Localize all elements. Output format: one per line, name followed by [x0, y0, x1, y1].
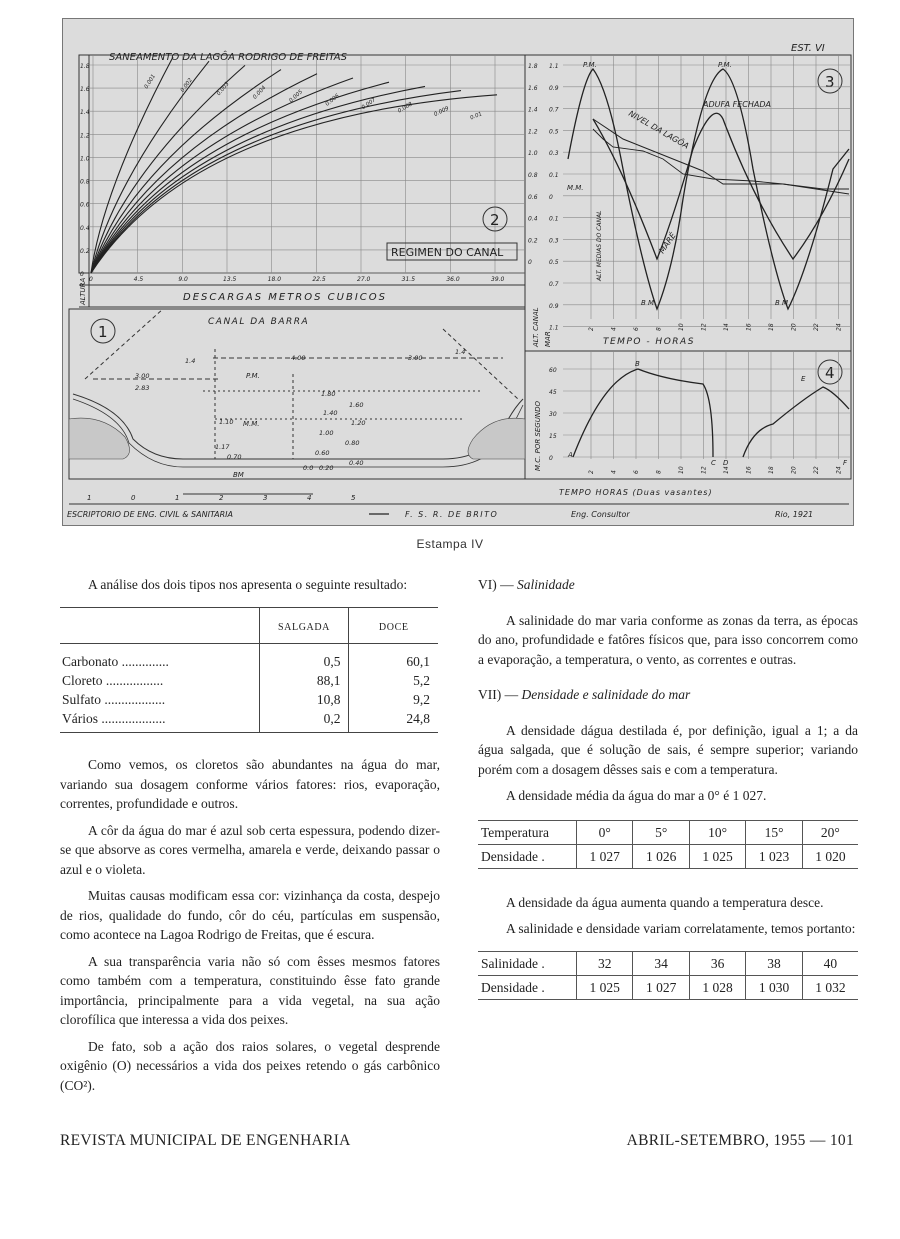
panel4-xtick: 2 — [588, 470, 595, 474]
panel4-xtick: 22 — [813, 466, 820, 474]
slope-label: 0.002 — [179, 77, 194, 94]
slope-label: 0.003 — [215, 81, 231, 98]
heading-title: Densidade e salinidade do mar — [521, 687, 691, 702]
plate-office: ESCRIPTORIO DE ENG. CIVIL & SANITARIA — [67, 510, 233, 519]
panel4-xtick: 18 — [768, 466, 775, 474]
table-cell: 1 027 — [577, 844, 633, 868]
panel3-xtick: 14 — [723, 323, 730, 331]
panel3-ytick-a: 1.8 — [528, 63, 538, 70]
panel4-xtick: 16 — [745, 466, 753, 474]
tide-curve-mare — [593, 113, 849, 259]
panel2-xtick: 0 — [89, 276, 93, 283]
canal-dimension: 1.40 — [323, 409, 338, 417]
composition-cell: 24,8 — [349, 709, 438, 733]
canal-dimension: 1.17 — [215, 443, 230, 451]
composition-cell: 9,2 — [349, 690, 438, 709]
panel4-xaxis-label: TEMPO HORAS (Duas vasantes) — [559, 488, 713, 497]
regime-curve — [91, 82, 389, 273]
panel1-mm: M.M. — [243, 420, 260, 428]
composition-table — [60, 607, 438, 734]
panel3-mare-label: MARÉ — [657, 231, 678, 256]
panel2-ytick: 0.2 — [80, 247, 90, 255]
canal-dimension: 0.0 — [303, 464, 314, 472]
table-row-label: Temperatura — [478, 820, 577, 844]
panel3-xtick: 24 — [835, 323, 843, 331]
canal-dimension: 1.4 — [185, 357, 196, 365]
panel4-xtick: 12 — [700, 466, 708, 474]
journal-name: REVISTA MUNICIPAL DE ENGENHARIA — [60, 1132, 351, 1149]
panel3-xtick: 4 — [610, 327, 618, 331]
body-paragraph: Como vemos, os cloretos são abundantes na água do mar, variando sua dosagem conforme vários fatores: rios, evaporação, correntes, profundidade e outros. — [60, 757, 440, 811]
canal-dimension: 0.60 — [315, 449, 330, 457]
canal-dimension: 4.00 — [291, 354, 306, 362]
panel3-xtick: 2 — [588, 327, 595, 331]
panel4-ytick: 45 — [549, 389, 557, 396]
scale-tick: 3 — [263, 494, 268, 502]
panel3-ytick-a: 0.8 — [528, 172, 538, 179]
panel3-ytick-a: 1.6 — [528, 84, 538, 92]
panel4-xtick: 20 — [790, 466, 798, 474]
panel1-number: 1 — [98, 323, 108, 341]
panel2-ytick: 1.6 — [80, 86, 90, 94]
composition-cell: 60,1 — [349, 644, 438, 672]
panel3-ytick-a: 1.0 — [528, 150, 538, 158]
plate-place: Rio, 1921 — [775, 510, 814, 519]
panel2-xtick: 18.0 — [267, 276, 282, 283]
regime-curve — [91, 61, 209, 273]
panel3-ytick-a: 0 — [528, 259, 532, 267]
panel2-ytick: 0.6 — [80, 201, 90, 209]
slope-label: 0.008 — [397, 101, 414, 115]
panel4-letter: C — [711, 459, 716, 467]
table-cell: 34 — [633, 951, 689, 975]
panel4-ytick: 15 — [549, 433, 557, 440]
canal-dimension: 2.83 — [135, 384, 150, 392]
table-cell: 1 025 — [577, 975, 633, 999]
panel4-letter: B — [635, 360, 640, 368]
panel3-ytick-b: 0.5 — [549, 128, 559, 136]
body-paragraph: Muitas causas modificam essa cor: vizinhança da costa, despejo de rios, qualidade do fundo, côr do céu, partículas em suspensão, como acontece na Lagoa Rodrigo de Freitas, que é escura. — [60, 888, 440, 942]
table-cell: 40 — [802, 951, 858, 975]
heading-title: Salinidade — [517, 577, 575, 592]
panel4-letter: E — [801, 375, 806, 383]
panel2-xtick: 9.0 — [178, 276, 188, 283]
discharge-curve-2 — [743, 387, 849, 457]
table-cell: 1 030 — [746, 975, 802, 999]
composition-cell: 88,1 — [259, 671, 349, 690]
panel2-ytick: 0 — [80, 271, 84, 278]
heading-number: VI) — — [478, 577, 514, 592]
canal-dimension: 3.00 — [135, 372, 150, 380]
panel2-ytick: 1.0 — [80, 155, 90, 163]
table-cell: 5° — [633, 820, 689, 844]
canal-dimension: 1.60 — [349, 401, 364, 409]
panel3-pm-label: P.M. — [583, 61, 597, 69]
panel3-ytick-b: 0.3 — [549, 237, 559, 245]
panel3-xtick: 12 — [700, 323, 708, 331]
table-cell: 36 — [689, 951, 745, 975]
panel3-nivel-label: NIVEL DA LAGÔA — [627, 108, 691, 151]
body-paragraph: A côr da água do mar é azul sob certa espessura, podendo dizer-se que absorve as cores vermelha, amarela e verde, deixando passar o azul e o violeta. — [60, 822, 440, 877]
panel4-ytick: 60 — [549, 367, 557, 374]
panel3-bm2-label: B M — [775, 299, 789, 307]
panel3-adufa-label: ADUFA FECHADA — [703, 100, 771, 109]
canal-mean-step-line — [593, 129, 849, 189]
body-paragraph: A densidade da água aumenta quando a temperatura desce. — [506, 894, 824, 910]
panel3-ytick-b: 0.9 — [549, 84, 559, 92]
panel3-xtick: 18 — [768, 323, 775, 331]
panel4-letter: D — [723, 459, 729, 467]
plate-title: SANEAMENTO DA LAGÔA RODRIGO DE FREITAS — [109, 52, 347, 63]
left-column — [60, 575, 440, 1102]
right-column — [478, 575, 858, 1024]
body-paragraph: A salinidade do mar varia conforme as zonas da terra, as épocas do ano, profundidade e fatôres físicos que, para isso concorrem como a evaporação, a temperatura, o vento, as correntes e outras. — [478, 612, 858, 667]
panel3-mm-label: M.M. — [567, 184, 584, 192]
plate-role: Eng. Consultor — [571, 510, 630, 519]
panel3-ytick-a: 0.4 — [528, 215, 538, 223]
panel3-xaxis-label: TEMPO - HORAS — [603, 337, 695, 347]
scale-tick: 5 — [351, 494, 356, 502]
panel3-medias-label: ALT. MEDIAS DO CANAL — [596, 210, 603, 281]
panel4-ytick: 0 — [549, 455, 553, 462]
table-row-label: Densidade . — [478, 844, 577, 868]
composition-cell: 5,2 — [349, 671, 438, 690]
panel3-ytick-b: 0.5 — [549, 259, 559, 267]
panel3-xtick: 16 — [745, 323, 753, 331]
section-heading-vi — [478, 575, 858, 595]
plate-author: F. S. R. DE BRITO — [405, 510, 499, 519]
table-cell: 1 023 — [746, 844, 802, 868]
body-paragraph: A densidade dágua destilada é, por definição, igual a 1; a da água salgada, que é solução de sais, é sempre superior; variando porém com a dosagem dêsses sais e com a temperatura. — [478, 722, 858, 777]
panel4-letter: A — [568, 451, 573, 459]
panel3-ytick-b: 0.7 — [549, 106, 559, 114]
panel4-xtick: 14 — [723, 466, 730, 474]
panel3-ytick-b: 0.1 — [549, 215, 559, 223]
scale-tick: 0 — [131, 494, 136, 502]
slope-label: 0.004 — [252, 85, 268, 101]
panel2-xaxis-label: DESCARGAS METROS CUBICOS — [183, 292, 387, 303]
temperature-density-table — [478, 820, 858, 869]
table-cell: 10° — [689, 820, 745, 844]
panel2-ytick: 0.4 — [80, 224, 90, 232]
canal-dimension: 0.70 — [227, 453, 242, 461]
composition-row-label: Cloreto ................. — [62, 673, 164, 688]
panel3-ytick-b: 1.1 — [549, 63, 559, 70]
composition-cell: 0,2 — [259, 709, 349, 733]
panel2-xtick: 22.5 — [312, 276, 326, 283]
table-cell: 0° — [577, 820, 633, 844]
heading-number: VII) — — [478, 687, 519, 702]
composition-row-label: Vários ................... — [60, 709, 259, 733]
body-paragraph: A densidade média da água do mar a 0° é 1 027. — [506, 788, 767, 803]
panel1-title: CANAL DA BARRA — [208, 317, 310, 327]
panel1-bm: BM — [233, 471, 244, 479]
body-paragraph: De fato, sob a ação dos raios solares, o vegetal desprende oxigênio (O) necessários a vida dos peixes retendo o gás carbônico (CO²). — [60, 1038, 440, 1093]
panel4-xtick: 10 — [678, 466, 685, 474]
panel3-xtick: 6 — [633, 327, 640, 331]
panel2-number: 2 — [490, 211, 500, 229]
slope-label: 0.01 — [469, 111, 484, 122]
panel3-ytick-a: 1.4 — [528, 106, 538, 114]
table-row-label: Densidade . — [478, 975, 577, 999]
panel2-xtick: 36.0 — [446, 276, 460, 283]
composition-header-salgada: SALGADA — [259, 607, 349, 644]
panel3-ytick-b: 0.1 — [549, 172, 559, 179]
canal-dimension: 1.00 — [319, 429, 334, 437]
panel3-xtick: 20 — [790, 323, 798, 331]
composition-cell: 10,8 — [259, 690, 349, 709]
scale-tick: 1 — [175, 494, 180, 502]
panel3-left-label-b: MAR — [544, 331, 552, 347]
composition-header-doce: DOCE — [349, 607, 438, 644]
scale-tick: 2 — [219, 494, 224, 502]
panel3-xtick: 8 — [655, 327, 663, 331]
table-cell: 1 020 — [802, 844, 858, 868]
table-row-label: Salinidade . — [478, 951, 577, 975]
canal-dimension: 0.40 — [349, 459, 364, 467]
table-cell: 1 025 — [689, 844, 745, 868]
table-cell: 38 — [746, 951, 802, 975]
table-cell: 1 026 — [633, 844, 689, 868]
canal-dimension: 1.80 — [321, 390, 336, 398]
canal-dimension: 0.80 — [345, 439, 360, 447]
slope-label: 0.006 — [324, 93, 341, 108]
table-cell: 1 027 — [633, 975, 689, 999]
panel4-xtick: 8 — [655, 470, 663, 474]
panel4-number: 4 — [825, 364, 835, 382]
panel4-ytick: 30 — [549, 411, 557, 418]
plate-caption: Estampa IV — [416, 537, 484, 551]
body-paragraph: A salinidade e densidade variam correlatamente, temos portanto: — [506, 921, 856, 936]
engineering-plate — [62, 18, 854, 526]
panel3-ytick-b: 1.1 — [549, 324, 559, 332]
canal-dimension: 1.20 — [351, 419, 366, 427]
panel2-ytick: 1.2 — [80, 132, 90, 140]
table-cell: 1 032 — [802, 975, 858, 999]
composition-header-blank — [60, 607, 259, 644]
panel3-ytick-a: 0.6 — [528, 193, 538, 201]
panel3-left-label-a: ALT. CANAL — [532, 307, 540, 347]
slope-label: 0.007 — [360, 97, 378, 112]
body-paragraph: A sua transparência varia não só com êsses mesmos fatores como também com a temperatura, constituindo êsse fato grande importância, principalmente para a vida vegetal, na sua ação clorofílica que interessa a vida dos peixes. — [60, 953, 440, 1027]
panel3-pm2-label: P.M. — [718, 61, 732, 69]
panel4-xtick: 6 — [633, 470, 640, 474]
panel2-xtick: 4.5 — [133, 276, 144, 283]
composition-cell: 0,5 — [259, 644, 349, 672]
panel4-letter: F — [843, 459, 848, 467]
table-cell: 32 — [577, 951, 633, 975]
panel3-ytick-a: 1.2 — [528, 128, 538, 136]
panel2-ytick: 1.8 — [80, 63, 90, 70]
issue-and-page: ABRIL-SETEMBRO, 1955 — 101 — [626, 1132, 854, 1149]
panel3-bm-label: B M — [641, 299, 655, 307]
panel4-left-label: M.C. POR SEGUNDO — [534, 401, 542, 471]
table-cell: 20° — [802, 820, 858, 844]
intro-paragraph: A análise dos dois tipos nos apresenta o seguinte resultado: — [88, 577, 408, 592]
plate-id: EST. VI — [791, 43, 825, 54]
canal-dimension: 3.00 — [408, 354, 423, 362]
panel3-ytick-a: 0.2 — [528, 237, 538, 245]
panel2-ytick: 0.8 — [80, 178, 90, 186]
slope-label: 0.005 — [288, 89, 305, 105]
slope-label: 0.001 — [143, 73, 158, 91]
panel2-xtick: 31.5 — [401, 276, 416, 283]
panel2-xtick: 13.5 — [223, 276, 237, 283]
panel3-ytick-b: 0.9 — [549, 302, 559, 310]
salinity-density-table — [478, 951, 858, 1000]
panel2-xtick: 39.0 — [491, 276, 505, 283]
panel3-xtick: 22 — [813, 323, 820, 331]
panel2-yaxis-label: ALTURA — [79, 277, 87, 305]
panel1-pm: P.M. — [246, 372, 260, 380]
panel4-xtick: 24 — [835, 466, 843, 474]
plate-drawing — [63, 19, 855, 527]
panel3-ytick-b: 0.3 — [549, 150, 559, 158]
section-heading-vii — [478, 685, 858, 705]
table-cell: 15° — [746, 820, 802, 844]
scale-tick: 1 — [87, 494, 92, 502]
panel3-ytick-b: 0 — [549, 193, 553, 201]
regime-label: REGIMEN DO CANAL — [391, 246, 504, 259]
composition-row-label: Carbonato .............. — [62, 654, 169, 669]
canal-dimension: 0.20 — [319, 464, 334, 472]
panel3-number: 3 — [825, 73, 835, 91]
table-cell: 1 028 — [689, 975, 745, 999]
panel2-ytick: 1.4 — [80, 109, 90, 117]
panel2-xtick: 27.0 — [357, 276, 371, 283]
panel3-ytick-b: 0.7 — [549, 281, 559, 288]
canal-dimension: 1.10 — [219, 418, 234, 426]
slope-label: 0.009 — [433, 105, 451, 118]
scale-tick: 4 — [307, 494, 312, 502]
panel4-xtick: 4 — [610, 470, 618, 474]
regime-curve — [91, 86, 425, 273]
composition-row-label: Sulfato .................. — [62, 692, 166, 707]
panel3-xtick: 10 — [678, 323, 685, 331]
canal-dimension: 1.4 — [455, 348, 466, 356]
